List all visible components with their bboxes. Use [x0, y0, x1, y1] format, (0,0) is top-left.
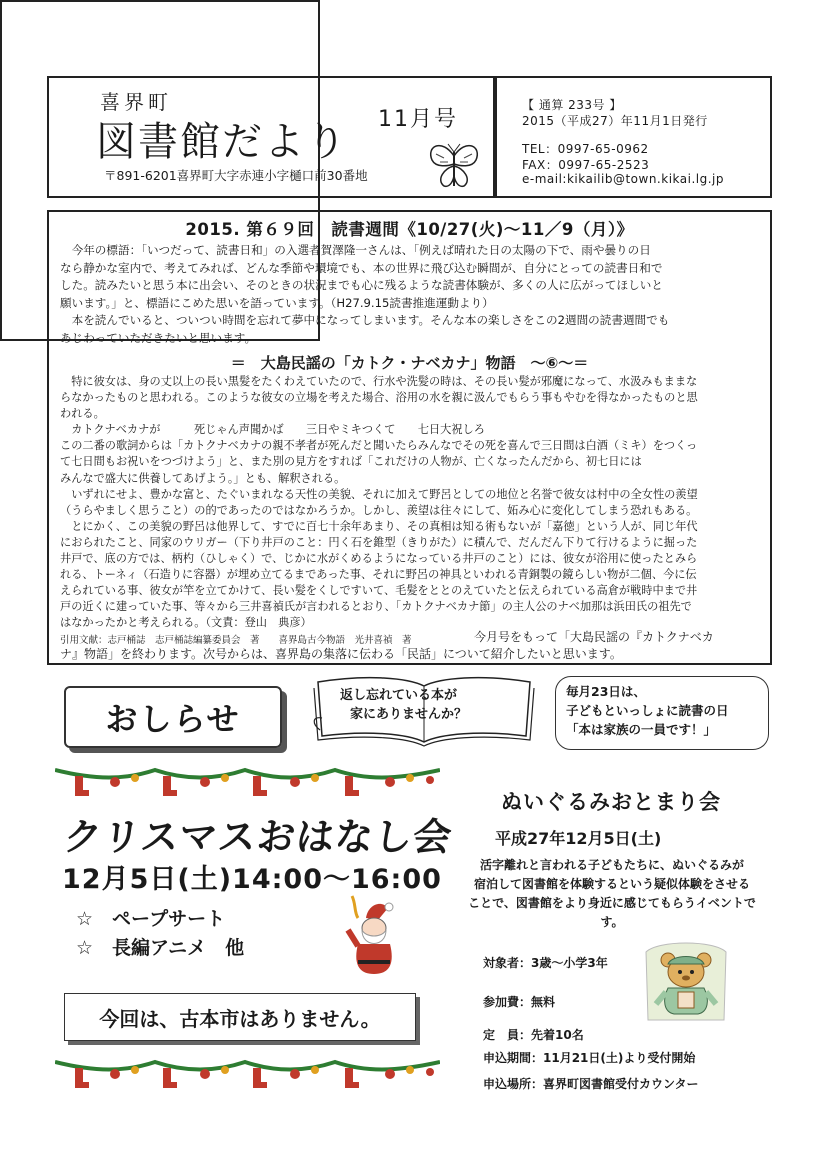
butterfly-icon	[424, 140, 484, 192]
text-line: 願います。」と、標語にこめた思いを語っています。（H27.9.15読書推進運動より）	[60, 295, 494, 310]
fax-number: FAX：0997-65-2523	[522, 158, 650, 172]
christmas-garland-top	[55, 758, 440, 808]
text-line: みんなで盛大に供養してあげよう。」とも、解釈される。	[60, 471, 346, 485]
text-line: におられたこと、同家のウリガー（下り井戸のこと：円く石を錐型（きりがた）に積んで、だんだん下りて行けるように掘った	[60, 535, 698, 549]
day-line-1: 毎月23日は、	[566, 684, 646, 699]
christmas-event-date: 12月5日(土)14:00～16:00	[62, 864, 442, 895]
participation-fee: 参加費：無料	[483, 995, 556, 1009]
text-line: 特に彼女は、身の丈以上の長い黒髪をたくわえていたので、行水や洗髪の時は、その長い髪が邪魔になって、水汲みもままな	[60, 375, 698, 388]
text-line: なら静かな室内で、考えてみれば、どんな季節や環境でも、本の世界に飛び込む瞬間が、自分にとっての読書日和で	[60, 260, 663, 275]
text-line: 活字離れと言われる子どもたちに、ぬいぐるみが	[479, 858, 744, 872]
text-line: 今年の標語：「いつだって、読書日和」の入選者賀澤隆一さんは、「例えば晴れた日の太陽の下で、雨や曇りの日	[60, 243, 651, 257]
program-item: ☆ ペープサート	[76, 908, 226, 930]
christmas-garland-bottom	[55, 1050, 440, 1100]
story-text	[60, 374, 760, 632]
no-book-sale-notice: 今回は、古本市はありません。	[64, 993, 416, 1041]
closing-line-2: ナ』物語」を終わります。次号からは、喜界島の集落に伝わる「民話」について紹介したいと思います。	[60, 647, 622, 661]
tel-number: TEL：0997-65-0962	[522, 142, 649, 156]
family-reading-day-box	[555, 676, 769, 750]
article-headline: 2015. 第６９回 読書週間《10/27(火)～11／9（月）》	[185, 220, 634, 239]
text-line: はなかったかと考えられる。（文責：登山 典彦）	[60, 616, 312, 630]
intro-text	[60, 242, 760, 348]
book-sign-line-1: 返し忘れている本が	[340, 688, 458, 703]
text-line: カトクナベカナが 死じゃん声聞かば 三日やミキつくて 七日大祝しろ	[60, 423, 485, 437]
town-name: 喜界町	[100, 90, 172, 114]
serial-number: 【 通算 233号 】	[522, 98, 622, 112]
plush-event-title: ぬいぐるみおとまり会	[501, 790, 721, 814]
day-line-2: 子どもといっしょに読書の日	[566, 703, 729, 718]
text-line: ことで、図書館をより身近に感じてもらうイベントです。	[468, 896, 756, 929]
text-line: （うらやましく思うこと）の的であったのではなかろうか。しかし、羨望は往々にして、妬み心に変化してしまう恐れもある。	[60, 503, 698, 517]
text-line: て七日間もお祝いをつづけよう」と、また別の見方をすれば「これだけの人物が、亡くなったんだから、初七日には	[60, 455, 642, 469]
email-address: e-mail:kikailib@town.kikai.lg.jp	[522, 172, 724, 186]
text-line: えられている事、彼女が竿を立てかけて、長い髪をくしですいて、毛髪をととのえていたと伝えられている高倉が戦時中まで井	[60, 584, 698, 598]
text-line: 井戸で、底の方では、柄杓（ひしゃく）で、じかに水がくめるようになっている井戸のこと）には、彼女が浴用に使ったとみら	[60, 552, 698, 566]
plush-bear-icon	[638, 942, 734, 1022]
text-line: いずれにせよ、豊かな富と、たぐいまれなる天性の美貌、それに加えて野呂としての地位と名誉で彼女は村中の全女性の羨望	[60, 487, 698, 501]
day-line-3: 「本は家族の一員です！」	[566, 722, 717, 737]
closing-line-1: 今月号をもって「大島民謡の『カトクナベカ	[474, 630, 714, 644]
plush-event-description	[462, 856, 762, 932]
christmas-event-title: クリスマスおはなし会	[61, 815, 455, 859]
issue-label: 11月号	[378, 107, 458, 132]
text-line: れる、トーネィ（石造りに容器）が埋め立てるまであった事、それに野呂の神具といわれる青銅製の鏡らしい物が二個、今に伝	[60, 568, 697, 582]
oshirase-heading: おしらせ	[64, 686, 282, 748]
text-line: とにかく、この美貌の野呂は他界して、すでに百七十余年あまり、その真相は知る術もないが「嘉徳」という人が、同じ年代	[60, 519, 698, 533]
capacity: 定 員：先着10名	[483, 1028, 584, 1042]
text-line: この二番の歌詞からは「カトクナベカナの親不孝者が死んだと聞いたらみんなでその死を喜んで三日間は白酒（ミキ）をつくっ	[60, 439, 698, 453]
target-audience: 対象者：3歳～小学3年	[483, 956, 608, 970]
text-line: 本を読んでいると、ついつい時間を忘れて夢中になってしまいます。そんな本の楽しさをこの2週間の読書週間でも	[60, 313, 670, 328]
book-sign-line-2: 家にありませんか？	[350, 707, 468, 722]
text-line: 宿泊して図書館を体験するという疑似体験をさせる	[473, 877, 750, 891]
program-item: ☆ 長編アニメ 他	[76, 937, 245, 959]
text-line: した。読みたいと思う本に出会い、そのときの状況までも心に残るような読書体験が、多くの人に広がってほしいと	[60, 278, 663, 293]
text-line: 戸の近くに建っていた事、等々から三井喜禎氏が言われるとおり、「カトクナベカナ節」の主人公のナベ加那は浜田氏の祖先で	[60, 600, 692, 614]
santa-claus-icon	[318, 890, 408, 980]
application-place: 申込場所：喜界町図書館受付カウンター	[483, 1077, 699, 1091]
masthead-title: 図書館だより	[96, 119, 348, 165]
plush-event-date: 平成27年12月5日(土)	[495, 829, 662, 848]
library-address: 〒891-6201喜界町大字赤連小字樋口前30番地	[104, 168, 368, 183]
story-subheading: ＝ 大島民謡の「カトク・ナベカナ」物語 ～⑥～＝	[230, 354, 589, 372]
text-line: あじわっていただきたいと思います。	[60, 330, 257, 345]
reference-citation: 引用文献：志戸桶誌 志戸桶誌編纂委員会 著 喜界島古今物語 光井喜禎 著	[60, 635, 412, 646]
text-line: らなかったものと思われる。このような彼女の立場を考えた場合、浴用の水を親に汲んでもらう事もやむを得なかったものと思	[60, 391, 698, 405]
application-period: 申込期間：11月21日(土)より受付開始	[483, 1051, 696, 1065]
text-line: われる。	[60, 407, 105, 421]
publish-date: 2015（平成27）年11月1日発行	[522, 114, 708, 128]
